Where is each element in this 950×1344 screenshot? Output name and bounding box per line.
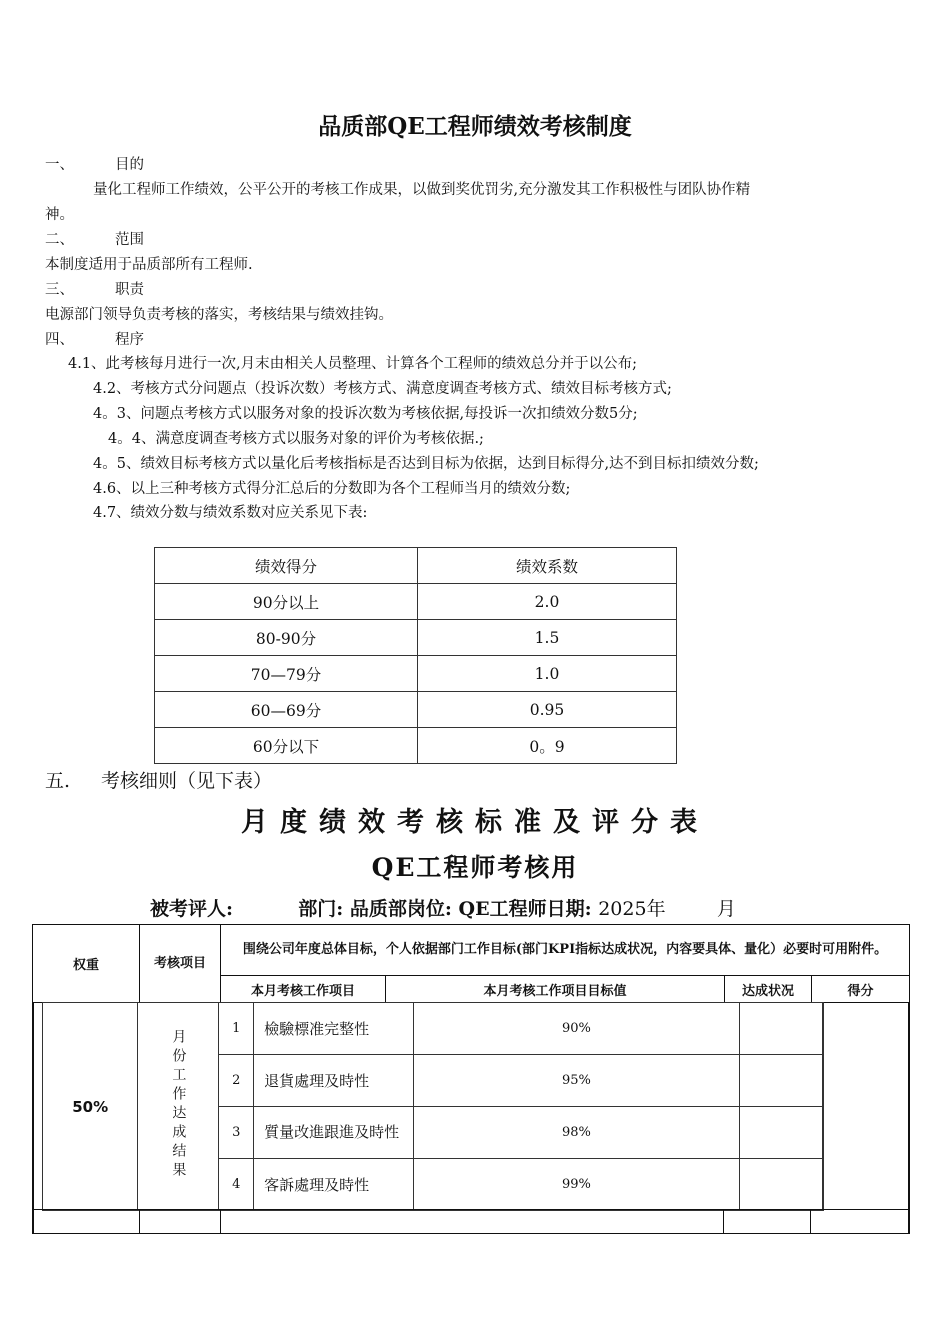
table-row	[155, 692, 677, 728]
score-range-cell: 80-90分	[155, 620, 418, 656]
row-number: 4	[219, 1159, 254, 1211]
empty-cell	[811, 1210, 910, 1234]
score-range-cell: 60—69分	[155, 692, 418, 728]
section-2-body: 本制度适用于品质部所有工程师.	[45, 257, 253, 273]
coefficient-cell: 0。9	[418, 728, 677, 764]
section-1-heading	[45, 153, 144, 174]
section-3-heading	[45, 278, 144, 299]
section-title: 目的	[115, 157, 144, 173]
empty-cell	[221, 1210, 724, 1234]
procedure-item: 4.2、考核方式分问题点（投诉次数）考核方式、满意度调查考核方式、绩效目标考核方式;	[93, 381, 672, 397]
table-row	[155, 728, 677, 764]
table-right-border	[908, 1002, 910, 1234]
score-input[interactable]	[823, 1055, 824, 1107]
target-value: 98%	[414, 1107, 740, 1159]
row-number: 1	[219, 1003, 254, 1055]
section-number: 五.	[45, 770, 71, 792]
post-label: 岗位: QE工程师	[406, 898, 547, 920]
score-input[interactable]	[823, 1003, 824, 1055]
score-input[interactable]	[823, 1107, 824, 1159]
section-2-heading	[45, 228, 144, 249]
month-label: 月	[716, 898, 736, 920]
work-item: 退貨處理及時性	[254, 1055, 414, 1107]
section-3-body: 电源部门领导负责考核的落实，考核结果与绩效挂钩。	[45, 307, 393, 323]
coefficient-cell: 2.0	[418, 584, 677, 620]
procedure-item: 4。5、绩效目标考核方式以量化后考核指标是否达到目标为依据，达到目标得分,达不到目标扣绩效分数;	[93, 456, 759, 472]
target-value: 90%	[414, 1003, 740, 1055]
section-title: 考核细则（见下表）	[101, 770, 273, 792]
header-cell: 绩效系数	[418, 548, 677, 584]
year-value: 2025年	[598, 898, 666, 920]
section-number: 四、	[45, 332, 74, 348]
work-item: 檢驗標准完整性	[254, 1003, 414, 1055]
row-number: 3	[219, 1107, 254, 1159]
score-table-footer-row	[32, 1209, 910, 1234]
score-range-cell: 70—79分	[155, 656, 418, 692]
section-number: 一、	[45, 157, 74, 173]
document-title: 品质部QE工程师绩效考核制度	[318, 113, 632, 140]
section-title: 程序	[115, 332, 144, 348]
table-header-row	[155, 548, 677, 584]
item-header-text: 考核项目	[154, 955, 207, 971]
section-title: 职责	[115, 282, 144, 298]
procedure-item: 4.1、此考核每月进行一次,月末由相关人员整理、计算各个工程师的绩效总分并于以公布;	[68, 356, 638, 372]
score-range-cell: 90分以上	[155, 584, 418, 620]
date-label: 日期:	[546, 898, 592, 920]
weight-header: 权重	[33, 925, 140, 1003]
evaluatee-label: 被考评人:	[150, 898, 234, 920]
section-number: 二、	[45, 232, 74, 248]
section-5-heading	[45, 766, 272, 793]
table-row	[155, 656, 677, 692]
evaluation-info-line	[150, 894, 736, 921]
section-title: 范围	[115, 232, 144, 248]
status-header: 达成状况	[725, 976, 812, 1003]
procedure-item: 4。4、满意度调查考核方式以服务对象的评价为考核依据.;	[108, 431, 484, 447]
empty-cell	[724, 1210, 811, 1234]
section-4-heading	[45, 328, 144, 349]
status-input[interactable]	[739, 1055, 822, 1107]
form-subtitle: QE工程师考核用	[371, 853, 579, 882]
work-item: 質量改進跟進及時性	[254, 1107, 414, 1159]
target-value: 99%	[414, 1159, 740, 1211]
empty-cell	[140, 1210, 221, 1234]
score-table-header	[32, 924, 910, 1003]
category-label: 月份工作达成结果	[170, 1028, 187, 1181]
coefficient-cell: 1.5	[418, 620, 677, 656]
header-cell: 绩效得分	[155, 548, 418, 584]
score-header: 得分	[812, 976, 910, 1003]
target-value: 95%	[414, 1055, 740, 1107]
table-left-border	[32, 1002, 34, 1234]
coefficient-table	[154, 547, 677, 764]
work-item: 客訴處理及時性	[254, 1159, 414, 1211]
row-number: 2	[219, 1055, 254, 1107]
instruction-header: 围绕公司年度总体目标，个人依据部门工作目标(部门KPI指标达成状况，内容要具体、量化）必要时可用附件。	[221, 925, 910, 976]
section-number: 三、	[45, 282, 74, 298]
status-input[interactable]	[739, 1003, 822, 1055]
section-1-body-line1: 量化工程师工作绩效，公平公开的考核工作成果，以做到奖优罚劣,充分激发其工作积极性与团队协作精	[93, 182, 751, 198]
score-table-body	[42, 1002, 824, 1211]
work-item-header: 本月考核工作项目	[221, 976, 386, 1003]
category-cell	[138, 1003, 219, 1211]
table-row	[155, 584, 677, 620]
score-range-cell: 60分以下	[155, 728, 418, 764]
section-1-body-line2: 神。	[45, 207, 74, 223]
target-header: 本月考核工作项目目标值	[386, 976, 725, 1003]
procedure-item: 4。3、问题点考核方式以服务对象的投诉次数为考核依据,每投诉一次扣绩效分数5分;	[93, 406, 638, 422]
coefficient-cell: 1.0	[418, 656, 677, 692]
coefficient-cell: 0.95	[418, 692, 677, 728]
empty-cell	[33, 1210, 140, 1234]
procedure-item: 4.6、以上三种考核方式得分汇总后的分数即为各个工程师当月的绩效分数;	[93, 481, 571, 497]
weight-value: 50%	[43, 1003, 138, 1211]
score-input[interactable]	[823, 1159, 824, 1211]
table-row	[155, 620, 677, 656]
department-label: 部门: 品质部	[298, 898, 407, 920]
procedure-item: 4.7、绩效分数与绩效系数对应关系见下表:	[93, 505, 368, 521]
table-row	[43, 1003, 824, 1055]
status-input[interactable]	[739, 1107, 822, 1159]
item-header	[140, 925, 221, 1003]
status-input[interactable]	[739, 1159, 822, 1211]
form-title: 月度绩效考核标准及评分表	[241, 807, 709, 838]
